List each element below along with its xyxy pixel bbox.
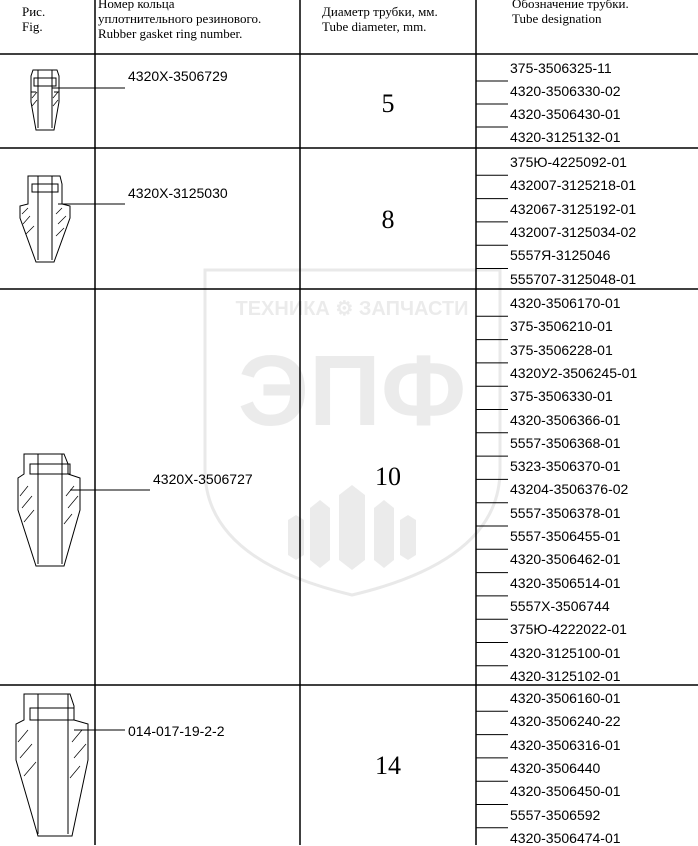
tube-designation: 375Ю-4222022-01 [510, 621, 627, 638]
diameter-row-3: 10 [375, 462, 401, 491]
tube-designation: 375Ю-4225092-01 [510, 154, 627, 170]
tube-designation: 5557-3506592 [510, 806, 601, 823]
tube-designation: 4320-3506462-01 [510, 551, 621, 568]
tube-designation: 4320-3506240-22 [510, 713, 621, 730]
header-fig: Рис. Fig. [22, 4, 46, 34]
ring-number-row-2: 4320Х-3125030 [128, 185, 228, 201]
tube-designation: 43204-3506376-02 [510, 481, 629, 498]
tube-designation: 4320-3125100-01 [510, 644, 621, 661]
ring-number-row-4: 014-017-19-2-2 [128, 723, 225, 739]
tube-designation: 432067-3125192-01 [510, 200, 637, 217]
header-ring: Номер кольца уплотнительного резинового. Rubber gasket ring number. [98, 0, 262, 41]
tube-designation: 4320-3506160-01 [510, 690, 621, 706]
watermark-logo-text: ЭПФ [237, 335, 467, 447]
tube-designation: 4320-3506330-02 [510, 83, 621, 99]
tube-designation: 5557-3506455-01 [510, 528, 621, 544]
header-designation: Обозначение трубки. Tube designation [512, 0, 629, 26]
tube-designation: 4320-3125132-01 [510, 129, 621, 145]
tube-designation: 5557Х-3506744 [510, 597, 610, 614]
tube-designation: 375-3506325-11 [510, 60, 612, 76]
tube-designation: 5557Я-3125046 [510, 247, 611, 264]
tube-designation: 4320-3506514-01 [510, 574, 621, 591]
tube-designation: 432007-3125034-02 [510, 223, 637, 240]
tube-designation: 5557-3506378-01 [510, 504, 621, 521]
tube-designation: 4320-3125102-01 [510, 667, 621, 684]
tube-designation: 375-3506228-01 [510, 341, 613, 358]
tube-designation: 4320У2-3506245-01 [510, 364, 638, 381]
tube-designation: 555707-3125048-01 [510, 270, 637, 287]
tube-designation: 4320-3506440 [510, 759, 601, 776]
tube-designation: 432007-3125218-01 [510, 177, 637, 194]
watermark-top-text: ТЕХНИКА ⚙ ЗАПЧАСТИ [235, 298, 469, 320]
tube-designation: 4320-3506450-01 [510, 783, 621, 800]
diameter-row-1: 5 [381, 89, 395, 118]
tube-designation: 4320-3506170-01 [510, 295, 621, 311]
diameter-row-4: 14 [375, 751, 401, 780]
ring-number-row-3: 4320Х-3506727 [153, 471, 253, 487]
tube-designation: 5557-3506368-01 [510, 434, 621, 451]
tube-designation: 4320-3506366-01 [510, 411, 621, 428]
tube-designation: 4320-3506316-01 [510, 736, 621, 753]
tube-designation: 4320-3506430-01 [510, 106, 621, 122]
header-diameter: Диаметр трубки, мм. Tube diameter, mm. [322, 4, 438, 34]
tube-designation: 375-3506330-01 [510, 388, 613, 405]
tube-designation: 4320-3506474-01 [510, 829, 621, 846]
tube-designation: 5323-3506370-01 [510, 458, 621, 475]
tube-designation: 375-3506210-01 [510, 318, 613, 335]
ring-number-row-1: 4320Х-3506729 [128, 68, 228, 84]
diameter-row-2: 8 [381, 205, 395, 234]
